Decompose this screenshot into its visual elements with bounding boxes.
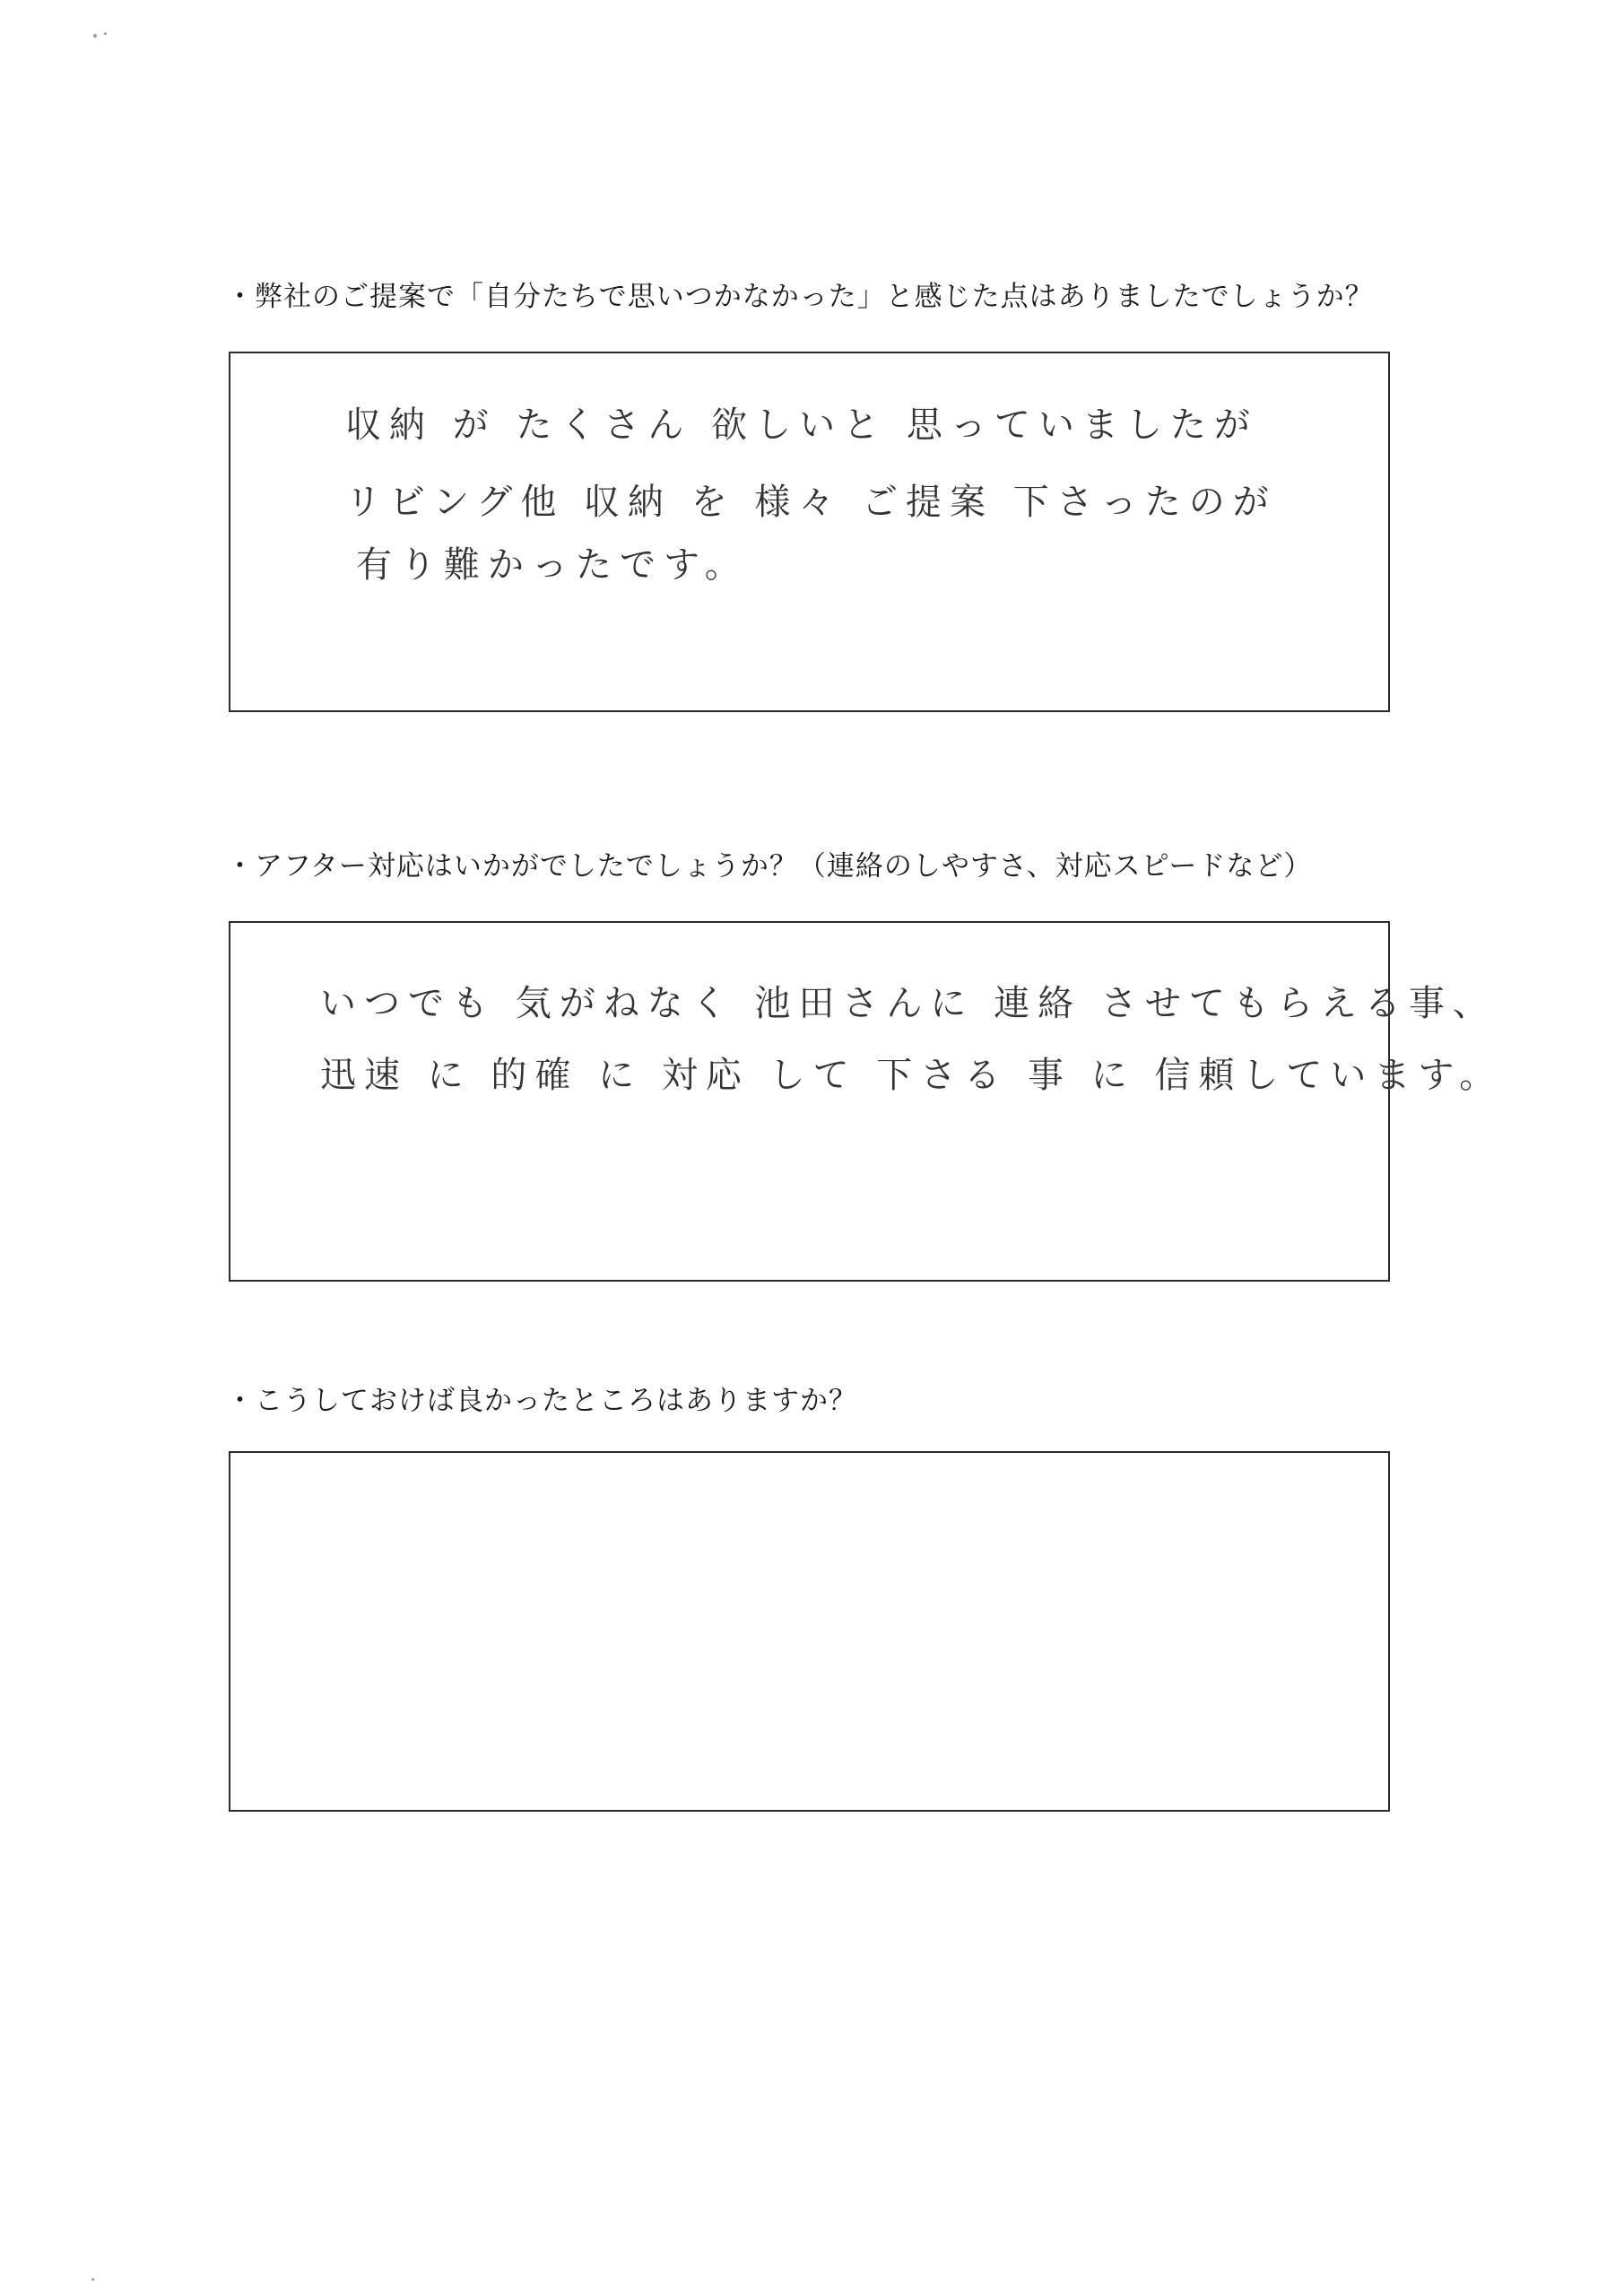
question-1-answer-line-2: リビング他 収納 を 様々 ご提案 下さったのが xyxy=(345,482,1277,523)
question-3-answer-box xyxy=(229,1451,1390,1812)
question-1-label: ・弊社のご提案で「自分たちで思いつかなかった」と感じた点はありましたでしょうか？ xyxy=(226,281,1374,313)
scan-mark-top-left xyxy=(93,34,97,38)
scan-mark-bottom-left xyxy=(91,2278,94,2281)
scan-mark-top-left-2 xyxy=(104,32,107,35)
question-1-answer-line-1: 収納 が たくさん 欲しいと 思っていましたが xyxy=(345,404,1258,446)
question-2-answer-line-1: いつでも 気がねなく 池田さんに 連絡 させてもらえる事、 xyxy=(320,983,1497,1024)
question-2-label: ・アフター対応はいかがでしたでしょうか？（連絡のしやすさ、対応スピードなど） xyxy=(226,850,1313,883)
question-1-answer-line-3: 有り難かったです。 xyxy=(356,544,749,586)
question-2-answer-box xyxy=(229,921,1504,1282)
question-3-label: ・こうしておけば良かったところはありますか？ xyxy=(226,1385,857,1417)
question-2-answer-line-2: 迅速 に 的確 に 対応 して 下さる 事 に 信頼しています。 xyxy=(320,1055,1504,1096)
question-1-answer-box xyxy=(229,352,1390,712)
